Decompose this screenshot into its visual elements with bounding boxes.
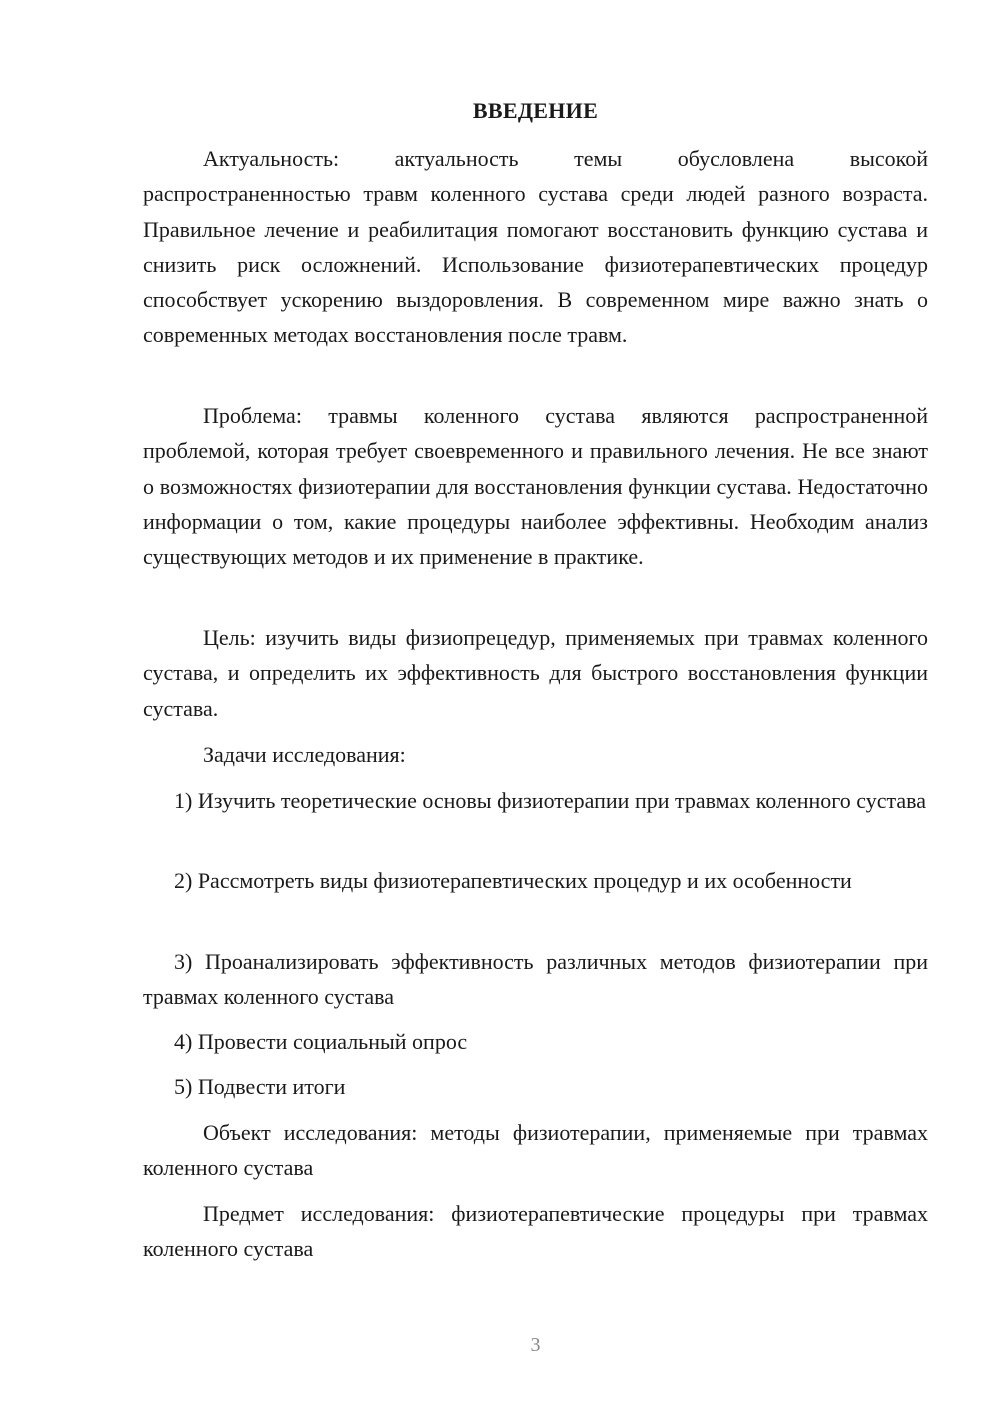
tasks-heading: Задачи исследования: [203, 742, 406, 767]
paragraph-subject: Предмет исследования: физиотерапевтические процедуры при травмах коленного сустава [143, 1201, 928, 1262]
document-title: ВВЕДЕНИЕ [472, 98, 599, 123]
paragraph-object: Объект исследования: методы физиотерапии, применяемые при травмах коленного сустава [143, 1120, 928, 1181]
paragraph-problem: Проблема: травмы коленного сустава являются распространенной проблемой, которая требует своевременного и правильного лечения. Не все знают о возможностях физиотерапии для восстановления функции сустава. Недостаточно информации о том, какие процедуры наиболее эффективны. Необходим анализ существующих методов и их применение в практике. [143, 403, 928, 570]
document-page [143, 0, 928, 1414]
task-item-5: 5) Подвести итоги [174, 1074, 346, 1099]
task-item-3: 3) Проанализировать эффективность различных методов физиотерапии при травмах коленного сустава [143, 949, 928, 1010]
task-item-4: 4) Провести социальный опрос [174, 1029, 468, 1054]
paragraph-relevance: Актуальность: актуальность темы обусловлена высокой распространенностью травм коленного сустава среди людей разного возраста. Правильное лечение и реабилитация помогают восстановить функцию сустава и снизить риск осложнений. Использование физиотерапевтических процедур способствует ускорению выздоровления. В современном мире важно знать о современных методах восстановления после травм. [143, 146, 928, 348]
page-number: 3 [530, 1334, 541, 1356]
paragraph-goal: Цель: изучить виды физиопрецедур, применяемых при травмах коленного сустава, и определить их эффективность для быстрого восстановления функции сустава. [143, 625, 928, 721]
task-item-1: 1) Изучить теоретические основы физиотерапии при травмах коленного сустава [174, 788, 926, 813]
task-item-2: 2) Рассмотреть виды физиотерапевтических процедур и их особенности [174, 868, 852, 893]
